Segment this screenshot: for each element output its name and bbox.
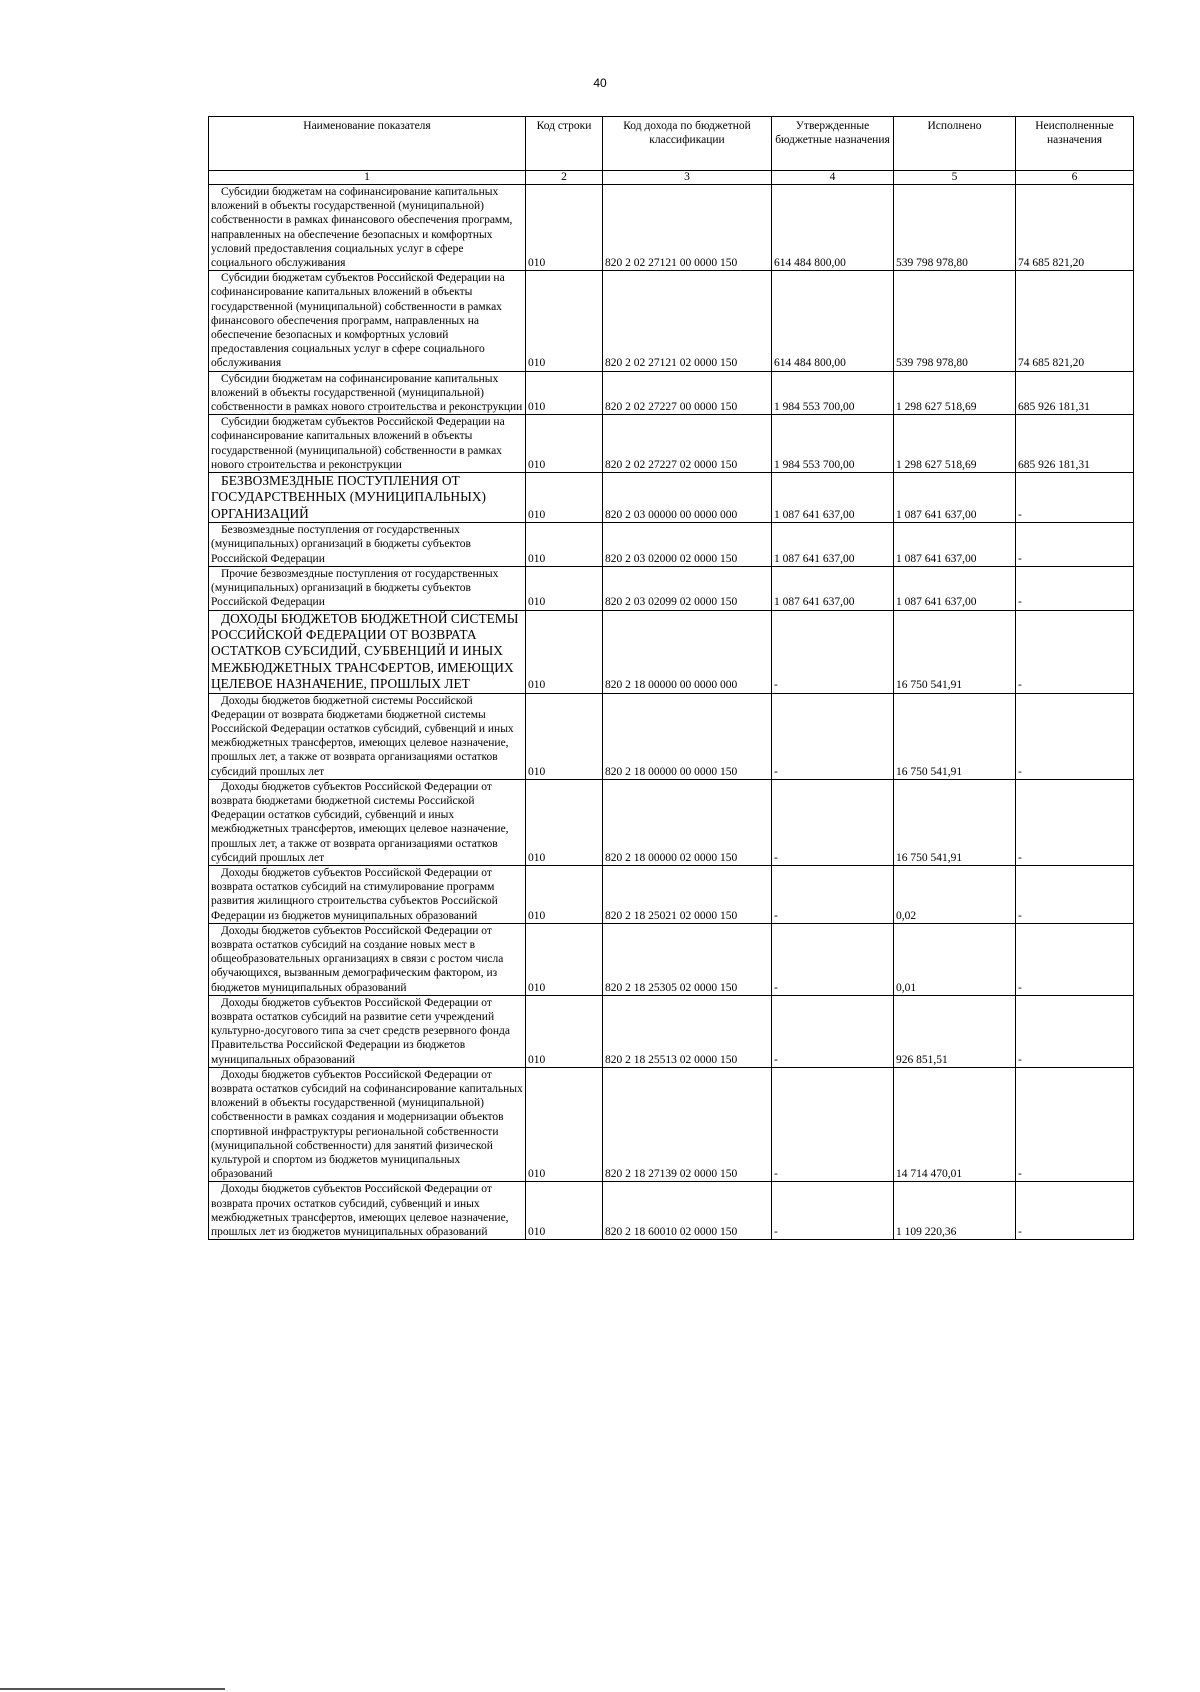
- indicator-name-cell: [209, 693, 526, 779]
- income-code-cell: 820 2 02 27121 02 0000 150: [603, 271, 772, 371]
- table-row: [209, 523, 1134, 567]
- unexecuted-amount-cell: -: [1016, 473, 1134, 523]
- income-code-cell: 820 2 18 25305 02 0000 150: [603, 923, 772, 995]
- indicator-name-text: ДОХОДЫ БЮДЖЕТОВ БЮДЖЕТНОЙ СИСТЕМЫ РОССИЙСКОЙ ФЕДЕРАЦИИ ОТ ВОЗВРАТА ОСТАТКОВ СУБСИДИЙ, СУБВЕНЦИЙ И ИНЫХ МЕЖБЮДЖЕТНЫХ ТРАНСФЕРТОВ, ИМЕЮЩИХ ЦЕЛЕВОЕ НАЗНАЧЕНИЕ, ПРОШЛЫХ ЛЕТ: [211, 610, 519, 692]
- executed-amount-cell: 16 750 541,91: [894, 693, 1016, 779]
- line-code-cell: 010: [526, 779, 603, 865]
- approved-amount-cell: -: [772, 1182, 894, 1240]
- executed-amount-cell: 1 298 627 518,69: [894, 371, 1016, 415]
- approved-amount-cell: 1 087 641 637,00: [772, 523, 894, 567]
- column-number: 1: [209, 171, 526, 185]
- header-approved: Утвержденные бюджетные назначения: [772, 117, 894, 171]
- line-code-cell: 010: [526, 923, 603, 995]
- table-row: [209, 995, 1134, 1067]
- indicator-name-cell: [209, 1067, 526, 1182]
- column-number: 2: [526, 171, 603, 185]
- table-row: [209, 865, 1134, 923]
- table-row: [209, 415, 1134, 473]
- indicator-name-text: Субсидии бюджетам на софинансирование капитальных вложений в объекты государственной (муниципальной) собственности в рамках финансового обеспечения программ, направленных на обеспечение безопасных и комфортных условий предоставления социальных услуг в сфере социального обслуживания: [211, 186, 513, 270]
- header-executed: Исполнено: [894, 117, 1016, 171]
- table-row: [209, 610, 1134, 693]
- executed-amount-cell: 539 798 978,80: [894, 271, 1016, 371]
- executed-amount-cell: 0,02: [894, 865, 1016, 923]
- income-code-cell: 820 2 02 27227 02 0000 150: [603, 415, 772, 473]
- line-code-cell: 010: [526, 865, 603, 923]
- indicator-name-cell: [209, 185, 526, 271]
- table-row: [209, 566, 1134, 610]
- column-number: 5: [894, 171, 1016, 185]
- income-code-cell: 820 2 18 60010 02 0000 150: [603, 1182, 772, 1240]
- executed-amount-cell: 1 087 641 637,00: [894, 523, 1016, 567]
- indicator-name-text: Прочие безвозмездные поступления от государственных (муниципальных) организаций в бюджеты субъектов Российской Федерации: [211, 567, 499, 609]
- executed-amount-cell: 14 714 470,01: [894, 1067, 1016, 1182]
- line-code-cell: 010: [526, 1182, 603, 1240]
- unexecuted-amount-cell: -: [1016, 1067, 1134, 1182]
- approved-amount-cell: 1 087 641 637,00: [772, 566, 894, 610]
- indicator-name-text: Доходы бюджетов субъектов Российской Федерации от возврата остатков субсидий на развитие сети учреждений культурно-досугового типа за счет средств резервного фонда Правительства Российской Федерации из бюджетов муниципальных образований: [211, 996, 510, 1066]
- approved-amount-cell: 614 484 800,00: [772, 185, 894, 271]
- executed-amount-cell: 1 298 627 518,69: [894, 415, 1016, 473]
- table-row: [209, 271, 1134, 371]
- indicator-name-text: Доходы бюджетов субъектов Российской Федерации от возврата бюджетами бюджетной системы Российской Федерации остатков субсидий, субвенций и иных межбюджетных трансфертов, имеющих целевое назначение, прошлых лет, а также от возврата организациями остатков субсидий прошлых лет: [211, 780, 509, 864]
- indicator-name-cell: [209, 371, 526, 415]
- income-code-cell: 820 2 02 27227 00 0000 150: [603, 371, 772, 415]
- table-row: [209, 1182, 1134, 1240]
- executed-amount-cell: 1 087 641 637,00: [894, 473, 1016, 523]
- header-line-code: Код строки: [526, 117, 603, 171]
- column-number: 4: [772, 171, 894, 185]
- column-number-row: [209, 171, 1134, 185]
- line-code-cell: 010: [526, 693, 603, 779]
- indicator-name-text: Субсидии бюджетам субъектов Российской Федерации на софинансирование капитальных вложений в объекты государственной (муниципальной) собственности в рамках нового строительства и реконструкции: [211, 416, 505, 471]
- indicator-name-text: Доходы бюджетов бюджетной системы Российской Федерации от возврата бюджетами бюджетной системы Российской Федерации остатков субсидий, субвенций и иных межбюджетных трансфертов, имеющих целевое назначение, прошлых лет, а также от возврата организациями остатков субсидий прошлых лет: [211, 694, 514, 778]
- line-code-cell: 010: [526, 523, 603, 567]
- approved-amount-cell: -: [772, 693, 894, 779]
- indicator-name-text: Доходы бюджетов субъектов Российской Федерации от возврата остатков субсидий на создание новых мест в общеобразовательных организациях в связи с ростом числа обучающихся, вызванным демографическим фактором, из бюджетов муниципальных образований: [211, 924, 504, 994]
- header-row: [209, 117, 1134, 171]
- indicator-name-cell: [209, 995, 526, 1067]
- approved-amount-cell: -: [772, 610, 894, 693]
- income-code-cell: 820 2 18 00000 00 0000 000: [603, 610, 772, 693]
- indicator-name-cell: [209, 271, 526, 371]
- income-code-cell: 820 2 03 00000 00 0000 000: [603, 473, 772, 523]
- unexecuted-amount-cell: 685 926 181,31: [1016, 415, 1134, 473]
- table-row: [209, 473, 1134, 523]
- executed-amount-cell: 1 109 220,36: [894, 1182, 1016, 1240]
- approved-amount-cell: -: [772, 779, 894, 865]
- income-code-cell: 820 2 18 27139 02 0000 150: [603, 1067, 772, 1182]
- header-income-code: Код дохода по бюджетной классификации: [603, 117, 772, 171]
- table-row: [209, 371, 1134, 415]
- budget-execution-table: [208, 116, 1134, 1240]
- line-code-cell: 010: [526, 271, 603, 371]
- column-number: 3: [603, 171, 772, 185]
- indicator-name-cell: [209, 523, 526, 567]
- unexecuted-amount-cell: -: [1016, 923, 1134, 995]
- indicator-name-cell: [209, 923, 526, 995]
- indicator-name-cell: [209, 1182, 526, 1240]
- income-code-cell: 820 2 18 00000 02 0000 150: [603, 779, 772, 865]
- page-number: 40: [593, 76, 607, 90]
- line-code-cell: 010: [526, 995, 603, 1067]
- table-body: [209, 185, 1134, 1240]
- line-code-cell: 010: [526, 1067, 603, 1182]
- line-code-cell: 010: [526, 566, 603, 610]
- scan-edge-divider: [0, 1688, 225, 1690]
- executed-amount-cell: 0,01: [894, 923, 1016, 995]
- income-code-cell: 820 2 03 02099 02 0000 150: [603, 566, 772, 610]
- executed-amount-cell: 539 798 978,80: [894, 185, 1016, 271]
- indicator-name-text: Доходы бюджетов субъектов Российской Федерации от возврата остатков субсидий на софинансирование капитальных вложений в объекты государственной (муниципальной) собственности в рамках создания и модернизации объектов спортивной инфраструктуры региональной собственности (муниципальной собственности) для занятий физической культурой и спортом из бюджетов муниципальных образований: [211, 1068, 523, 1181]
- unexecuted-amount-cell: -: [1016, 566, 1134, 610]
- indicator-name-text: БЕЗВОЗМЕЗДНЫЕ ПОСТУПЛЕНИЯ ОТ ГОСУДАРСТВЕННЫХ (МУНИЦИПАЛЬНЫХ) ОРГАНИЗАЦИЙ: [211, 473, 486, 521]
- unexecuted-amount-cell: -: [1016, 779, 1134, 865]
- table-row: [209, 1067, 1134, 1182]
- executed-amount-cell: 16 750 541,91: [894, 779, 1016, 865]
- indicator-name-cell: [209, 415, 526, 473]
- unexecuted-amount-cell: -: [1016, 693, 1134, 779]
- indicator-name-text: Субсидии бюджетам на софинансирование капитальных вложений в объекты государственной (муниципальной) собственности в рамках нового строительства и реконструкции: [211, 372, 523, 414]
- column-number: 6: [1016, 171, 1134, 185]
- table-row: [209, 185, 1134, 271]
- approved-amount-cell: 1 087 641 637,00: [772, 473, 894, 523]
- approved-amount-cell: 614 484 800,00: [772, 271, 894, 371]
- approved-amount-cell: 1 984 553 700,00: [772, 371, 894, 415]
- income-code-cell: 820 2 18 00000 00 0000 150: [603, 693, 772, 779]
- indicator-name-cell: [209, 566, 526, 610]
- executed-amount-cell: 926 851,51: [894, 995, 1016, 1067]
- income-code-cell: 820 2 02 27121 00 0000 150: [603, 185, 772, 271]
- unexecuted-amount-cell: -: [1016, 865, 1134, 923]
- approved-amount-cell: -: [772, 865, 894, 923]
- unexecuted-amount-cell: 685 926 181,31: [1016, 371, 1134, 415]
- unexecuted-amount-cell: -: [1016, 1182, 1134, 1240]
- line-code-cell: 010: [526, 610, 603, 693]
- header-indicator-name: Наименование показателя: [209, 117, 526, 171]
- table-row: [209, 693, 1134, 779]
- table-row: [209, 779, 1134, 865]
- income-code-cell: 820 2 18 25021 02 0000 150: [603, 865, 772, 923]
- line-code-cell: 010: [526, 415, 603, 473]
- executed-amount-cell: 16 750 541,91: [894, 610, 1016, 693]
- line-code-cell: 010: [526, 371, 603, 415]
- indicator-name-cell: [209, 610, 526, 693]
- income-code-cell: 820 2 03 02000 02 0000 150: [603, 523, 772, 567]
- unexecuted-amount-cell: -: [1016, 995, 1134, 1067]
- indicator-name-text: Доходы бюджетов субъектов Российской Федерации от возврата остатков субсидий на стимулирование программ развития жилищного строительства субъектов Российской Федерации из бюджетов муниципальных образований: [211, 866, 498, 922]
- header-unexecuted: Неисполненные назначения: [1016, 117, 1134, 171]
- table-row: [209, 923, 1134, 995]
- line-code-cell: 010: [526, 473, 603, 523]
- unexecuted-amount-cell: -: [1016, 610, 1134, 693]
- approved-amount-cell: -: [772, 1067, 894, 1182]
- unexecuted-amount-cell: 74 685 821,20: [1016, 185, 1134, 271]
- indicator-name-cell: [209, 779, 526, 865]
- indicator-name-cell: [209, 473, 526, 523]
- executed-amount-cell: 1 087 641 637,00: [894, 566, 1016, 610]
- income-code-cell: 820 2 18 25513 02 0000 150: [603, 995, 772, 1067]
- indicator-name-text: Субсидии бюджетам субъектов Российской Федерации на софинансирование капитальных вложений в объекты государственной (муниципальной) собственности в рамках финансового обеспечения программ, направленных на обеспечение безопасных и комфортных условий предоставления социальных услуг в сфере социального обслуживания: [211, 272, 505, 370]
- indicator-name-text: Доходы бюджетов субъектов Российской Федерации от возврата прочих остатков субсидий, субвенций и иных межбюджетных трансфертов, имеющих целевое назначение, прошлых лет из бюджетов муниципальных образований: [211, 1183, 509, 1239]
- indicator-name-cell: [209, 865, 526, 923]
- line-code-cell: 010: [526, 185, 603, 271]
- approved-amount-cell: 1 984 553 700,00: [772, 415, 894, 473]
- unexecuted-amount-cell: -: [1016, 523, 1134, 567]
- approved-amount-cell: -: [772, 923, 894, 995]
- unexecuted-amount-cell: 74 685 821,20: [1016, 271, 1134, 371]
- approved-amount-cell: -: [772, 995, 894, 1067]
- indicator-name-text: Безвозмездные поступления от государственных (муниципальных) организаций в бюджеты субъектов Российской Федерации: [211, 524, 471, 565]
